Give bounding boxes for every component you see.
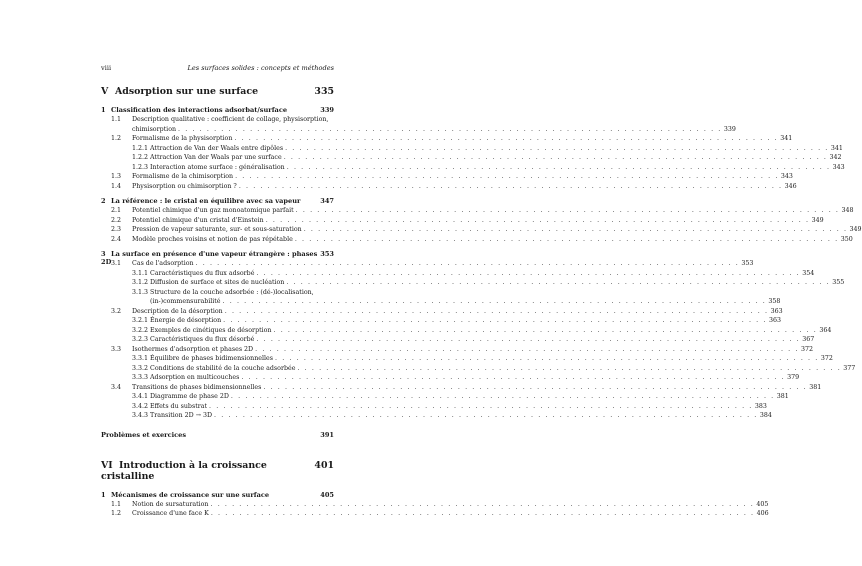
toc-entry[interactable]	[101, 182, 797, 193]
subsection-page: 377	[843, 364, 856, 372]
chapter-page: 405	[320, 490, 334, 499]
part-title: Introduction à la croissance cristalline	[101, 459, 267, 482]
leader-dots	[211, 510, 755, 517]
leader-dots	[266, 217, 810, 224]
section-number: 3.1	[111, 260, 122, 267]
subsection-page: 383	[754, 402, 767, 410]
leader-dots	[284, 154, 828, 161]
leader-dots	[234, 135, 778, 142]
leader-dots	[223, 298, 767, 305]
leader-dots	[214, 412, 758, 419]
leader-dots	[287, 164, 831, 171]
toc-entry[interactable]	[101, 510, 769, 520]
section-title: Croissance d'une face K	[132, 510, 209, 517]
leader-dots	[235, 173, 779, 180]
section-page: 339	[723, 125, 736, 133]
subsection-title: Interaction atome surface : généralisation	[150, 163, 285, 171]
toc-entry[interactable]	[101, 393, 789, 403]
section-number: 1.4	[111, 182, 122, 190]
toc-entry[interactable]	[101, 116, 334, 126]
toc-entry[interactable]	[101, 326, 832, 337]
section-page: 372	[800, 345, 813, 353]
leader-dots	[295, 236, 839, 243]
chapter-page: 339	[320, 106, 334, 114]
problems-page: 391	[320, 430, 334, 439]
section-number: 3.4	[111, 383, 122, 391]
section-page: 350	[840, 235, 853, 243]
leader-dots	[297, 365, 841, 372]
subsection-page: 372	[820, 355, 833, 362]
subsection-number: 3.1.2	[132, 279, 149, 286]
chapter-number: 2	[101, 197, 106, 205]
subsection-page: 343	[832, 163, 845, 171]
subsection-page: 354	[802, 269, 815, 277]
section-page: 348	[841, 207, 854, 214]
subsection-number: 3.3.3	[132, 374, 149, 381]
section-number: 1.1	[111, 500, 122, 508]
toc-entry[interactable]	[101, 163, 845, 174]
leader-dots	[231, 393, 775, 400]
section-number: 1.1	[111, 116, 122, 123]
subsection-title: Conditions de stabilité de la couche adsorbée	[150, 364, 296, 372]
subsection-number: 3.4.1	[132, 393, 149, 400]
chapter-number: 1	[101, 106, 106, 114]
section-page: 349	[811, 216, 824, 224]
toc-entry[interactable]	[101, 144, 843, 155]
toc-entry[interactable]	[101, 173, 793, 183]
section-number: 3.3	[111, 345, 122, 353]
leader-dots	[256, 270, 800, 277]
subsection-title: Diagramme de phase 2D	[150, 393, 229, 400]
subsection-number: 3.1.1	[132, 269, 149, 277]
toc-entry[interactable]	[101, 279, 845, 289]
section-title: Formalisme de la physisorption	[132, 135, 233, 142]
toc-entry[interactable]	[101, 317, 782, 327]
toc-entry[interactable]	[101, 226, 862, 236]
section-number: 2.2	[111, 216, 122, 224]
subsection-page: 367	[802, 336, 815, 343]
subsection-title: Caractéristiques du flux désorbé	[150, 336, 255, 343]
subsection-number: 3.3.1	[132, 355, 149, 362]
subsection-number: 1.2.3	[132, 163, 149, 171]
section-title: Isothermes d'adsorption et phases 2D	[132, 345, 254, 353]
leader-dots	[210, 501, 754, 508]
section-title: Pression de vapeur saturante, sur- et sous-saturation	[132, 226, 302, 233]
section-title: Description de la désorption	[132, 307, 223, 315]
section-page: 363	[770, 307, 783, 315]
leader-dots	[285, 145, 829, 152]
chapter-title: La référence : le cristal en équilibre avec sa vapeur	[111, 197, 301, 205]
subsection-page: 341	[830, 144, 843, 152]
section-title: Formalisme de la chimisorption	[132, 173, 234, 180]
subsection-page: 355	[832, 279, 845, 286]
section-page: 406	[756, 510, 769, 517]
subsection-title: Diffusion de surface et sites de nucléation	[150, 279, 285, 286]
subsection-page: 358	[768, 298, 781, 305]
table-of-contents	[101, 82, 862, 520]
leader-dots	[263, 384, 807, 391]
leader-dots	[255, 346, 799, 353]
toc-entry[interactable]	[101, 216, 824, 227]
problems-heading[interactable]	[101, 431, 334, 439]
subsection-number: 3.4.3	[132, 412, 149, 419]
part-number: VI	[101, 459, 113, 471]
section-page: 381	[809, 383, 822, 391]
toc-entry[interactable]	[101, 269, 815, 280]
chapter-heading[interactable]	[101, 106, 334, 116]
subsection-number: 3.3.2	[132, 364, 149, 372]
leader-dots	[304, 226, 848, 233]
leader-dots	[256, 336, 800, 343]
chapter-number: 3	[101, 250, 106, 258]
subsection-number: 3.2.3	[132, 336, 149, 343]
section-number: 2.3	[111, 226, 122, 233]
leader-dots	[209, 403, 753, 410]
section-title: Potentiel chimique d'un cristal d'Einstein	[132, 216, 264, 224]
toc-entry[interactable]	[101, 374, 800, 384]
leader-dots	[274, 327, 818, 334]
subsection-title: Attraction de Van der Waals entre dipôles	[150, 144, 284, 152]
leader-dots	[225, 308, 769, 315]
subsection-page: 363	[768, 317, 782, 324]
subsection-title: Adsorption en multicouches	[150, 374, 240, 381]
section-number: 1.2	[111, 510, 122, 517]
subsection-title: Énergie de désorption	[150, 317, 222, 324]
toc-entry[interactable]	[101, 260, 754, 270]
toc-entry-continuation[interactable]	[101, 298, 781, 308]
leader-dots	[239, 183, 783, 190]
toc-entry[interactable]	[101, 135, 793, 145]
problems-title: Problèmes et exercices	[101, 430, 187, 439]
leader-dots	[223, 317, 767, 324]
section-number: 2.4	[111, 235, 122, 243]
section-page: 349	[849, 226, 862, 233]
section-title: Cas de l'adsorption	[132, 260, 194, 267]
toc-entry[interactable]	[101, 402, 767, 413]
leader-dots	[286, 279, 830, 286]
toc-entry-continuation[interactable]	[101, 125, 736, 136]
running-head	[101, 64, 334, 72]
section-page: 343	[780, 173, 793, 180]
toc-entry[interactable]	[101, 154, 842, 164]
toc-entry[interactable]	[101, 345, 813, 356]
section-page: 405	[756, 500, 769, 508]
subsection-title: Transition 2D → 3D	[150, 412, 213, 419]
toc-entry[interactable]	[101, 235, 853, 246]
leader-dots	[296, 207, 840, 214]
section-title: Transitions de phases bidimensionnelles	[132, 383, 262, 391]
section-title: Description qualitative : coefficient de collage, physisorption,	[132, 116, 329, 123]
subsection-page: 381	[776, 393, 789, 400]
section-title: Modèle proches voisins et notion de pas répétable	[132, 235, 293, 243]
leader-dots	[178, 126, 722, 133]
running-title: Les surfaces solides : concepts et méthodes	[187, 64, 334, 72]
toc-entry[interactable]	[101, 364, 856, 375]
toc-entry[interactable]	[101, 412, 772, 422]
subsection-page: 364	[819, 326, 832, 334]
page-number: viii	[101, 64, 112, 72]
section-page: 346	[784, 182, 797, 190]
chapter-title: La surface en présence d'une vapeur étrangère : phases 2D	[101, 250, 318, 266]
section-title: Notion de sursaturation	[132, 500, 209, 508]
subsection-title: Exemples de cinétiques de désorption	[150, 326, 272, 334]
chapter-number: 1	[101, 490, 106, 499]
section-title: chimisorption	[132, 125, 177, 133]
chapter-heading[interactable]	[101, 491, 334, 501]
subsection-title: (in-)commensurabilité	[150, 298, 221, 305]
chapter-title: Mécanismes de croissance sur une surface	[111, 490, 270, 499]
section-title: Potentiel chimique d'un gaz monoatomique parfait	[132, 207, 294, 214]
toc-entry[interactable]	[101, 307, 783, 318]
subsection-page: 384	[759, 412, 772, 419]
subsection-title: Structure de la couche adsorbée : (dé-)localisation,	[150, 288, 314, 296]
part-page: 401	[314, 459, 334, 471]
subsection-page: 342	[829, 154, 842, 161]
subsection-number: 3.2.2	[132, 326, 149, 334]
subsection-title: Caractéristiques du flux adsorbé	[150, 269, 255, 277]
section-page: 353	[741, 260, 754, 267]
chapter-page: 353	[320, 250, 334, 258]
subsection-number: 1.2.1	[132, 144, 149, 152]
section-number: 3.2	[111, 307, 122, 315]
subsection-title: Effets du substrat	[150, 402, 208, 410]
subsection-number: 3.2.1	[132, 317, 149, 324]
part-heading[interactable]	[101, 86, 334, 97]
leader-dots	[241, 374, 785, 381]
subsection-number: 3.4.2	[132, 402, 149, 410]
toc-entry[interactable]	[101, 336, 815, 346]
subsection-title: Attraction Van der Waals par une surface	[150, 154, 282, 161]
chapter-title: Classification des interactions adsorbat/surface	[111, 106, 288, 114]
section-number: 1.2	[111, 135, 122, 142]
part-heading[interactable]	[101, 460, 334, 482]
part-title: Adsorption sur une surface	[115, 86, 259, 97]
chapter-heading[interactable]	[101, 197, 334, 207]
toc-entry[interactable]	[101, 383, 822, 394]
subsection-page: 379	[787, 374, 800, 381]
toc-entry[interactable]	[101, 355, 833, 365]
chapter-page: 347	[320, 197, 334, 205]
part-page: 335	[314, 86, 334, 97]
subsection-number: 1.2.2	[132, 154, 149, 161]
toc-entry[interactable]	[101, 500, 769, 511]
toc-entry[interactable]	[101, 289, 334, 299]
leader-dots	[275, 355, 819, 362]
section-number: 2.1	[111, 207, 122, 214]
section-title: Physisorption ou chimisorption ?	[132, 182, 237, 190]
part-number: V	[101, 86, 109, 97]
subsection-number: 3.1.3	[132, 288, 149, 296]
subsection-title: Équilibre de phases bidimensionnelles	[150, 355, 273, 362]
leader-dots	[196, 260, 740, 267]
section-page: 341	[780, 135, 793, 142]
section-number: 1.3	[111, 173, 122, 180]
toc-entry[interactable]	[101, 207, 854, 217]
